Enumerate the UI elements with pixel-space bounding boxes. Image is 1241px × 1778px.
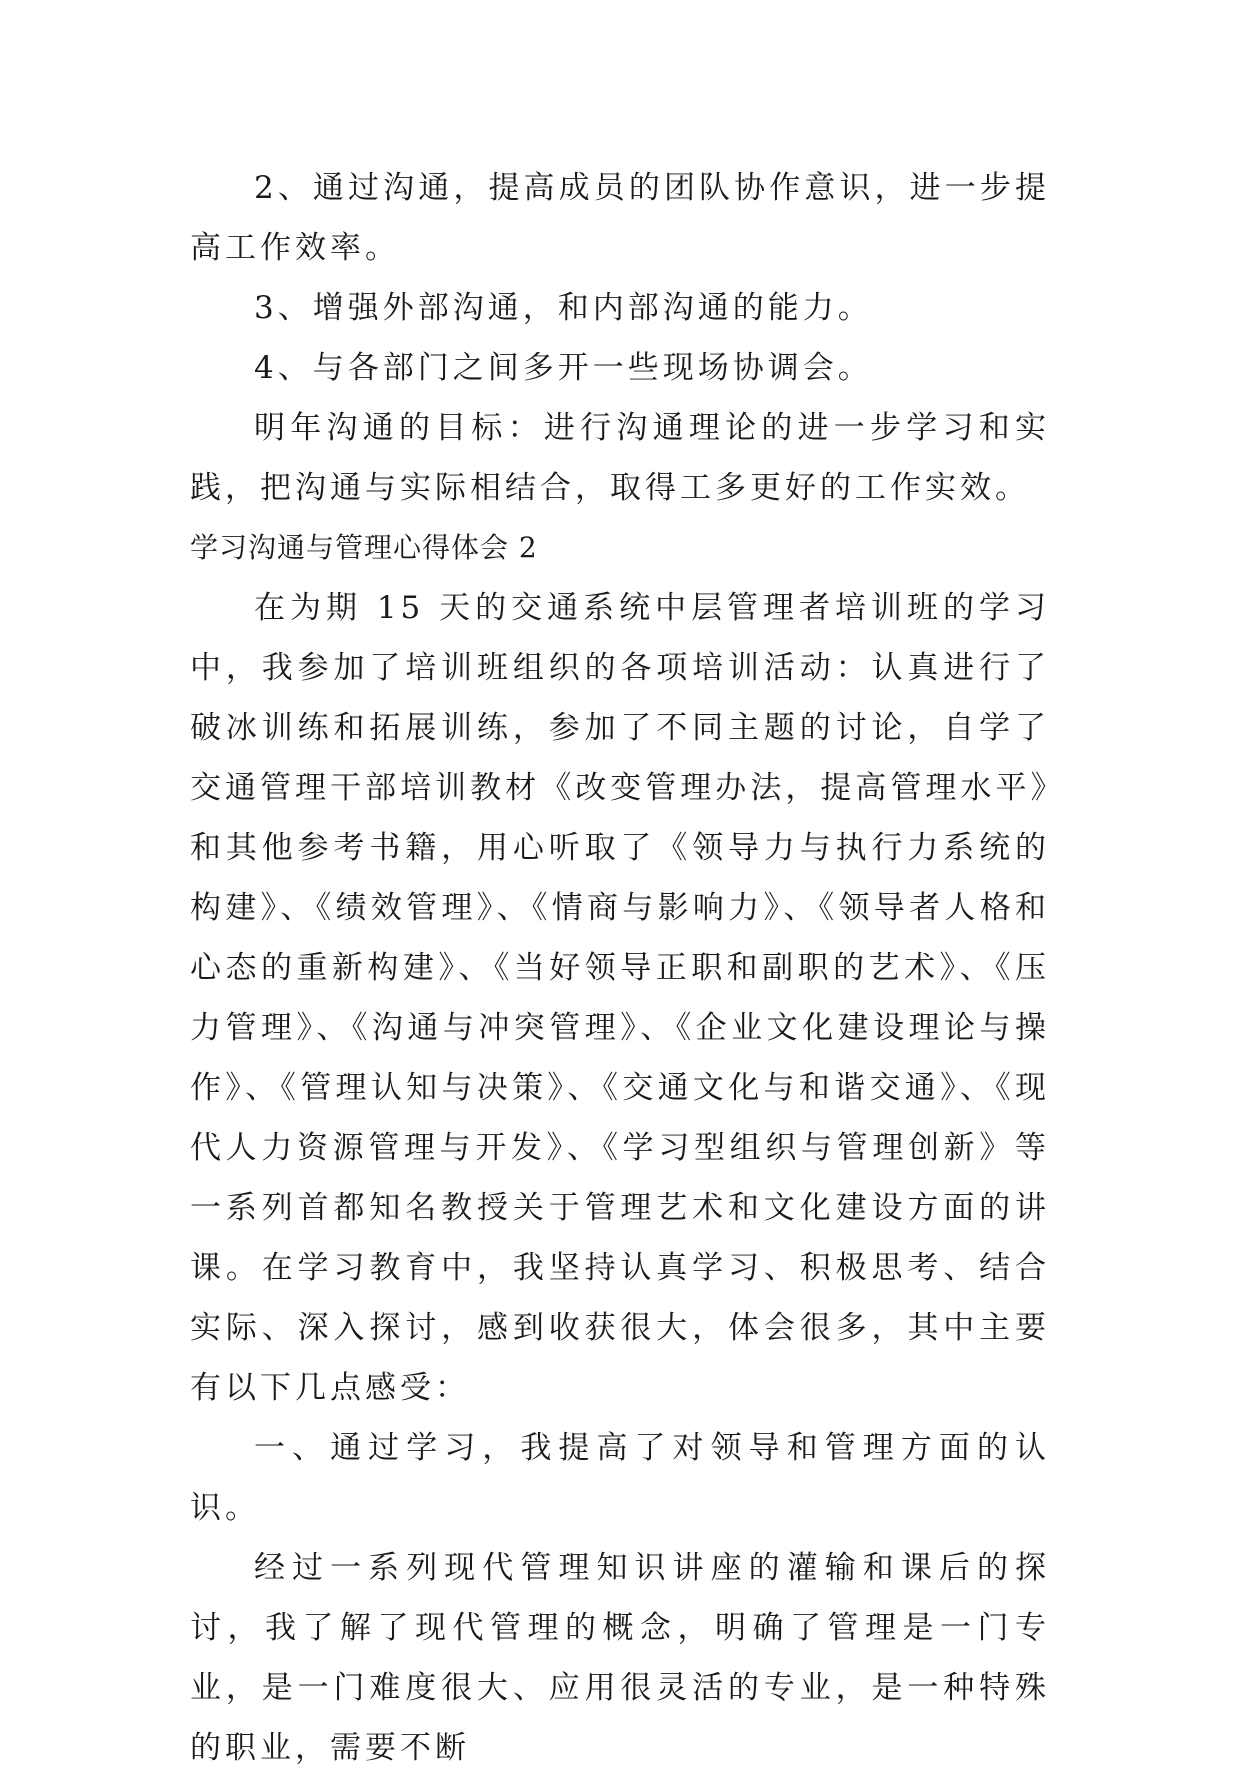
paragraph-management-understanding: 经过一系列现代管理知识讲座的灌输和课后的探讨，我了解了现代管理的概念，明确了管理是一门专业，是一门难度很大、应用很灵活的专业，是一种特殊的职业，需要不断	[190, 1550, 1050, 1766]
section-heading: 学习沟通与管理心得体会 2	[190, 531, 538, 564]
paragraph-item-3: 3、增强外部沟通，和内部沟通的能力。	[254, 290, 873, 326]
paragraph-training-intro: 在为期 15 天的交通系统中层管理者培训班的学习中，我参加了培训班组织的各项培训活动：认真进行了破冰训练和拓展训练，参加了不同主题的讨论，自学了交通管理干部培训教材《改变管理办法，提高管理水平》和其他参考书籍，用心听取了《领导力与执行力系统的构建》、《绩效管理》、《情商与影响力》、《领导者人格和心态的重新构建》、《当好领导正职和副职的艺术》、《压力管理》、《沟通与冲突管理》、《企业文化建设理论与操作》、《管理认知与决策》、《交通文化与和谐交通》、《现代人力资源管理与开发》、《学习型组织与管理创新》等一系列首都知名教授关于管理艺术和文化建设方面的讲课。在学习教育中，我坚持认真学习、积极思考、结合实际、深入探讨，感到收获很大，体会很多，其中主要有以下几点感受：	[190, 590, 1050, 1406]
paragraph-next-year-goal: 明年沟通的目标：进行沟通理论的进一步学习和实践，把沟通与实际相结合，取得工多更好的工作实效。	[190, 410, 1050, 506]
paragraph-point-one: 一、通过学习，我提高了对领导和管理方面的认识。	[190, 1430, 1050, 1526]
paragraph-item-4: 4、与各部门之间多开一些现场协调会。	[254, 350, 873, 386]
paragraph-item-2: 2、通过沟通，提高成员的团队协作意识，进一步提高工作效率。	[190, 170, 1050, 266]
document-page	[190, 158, 1050, 1778]
